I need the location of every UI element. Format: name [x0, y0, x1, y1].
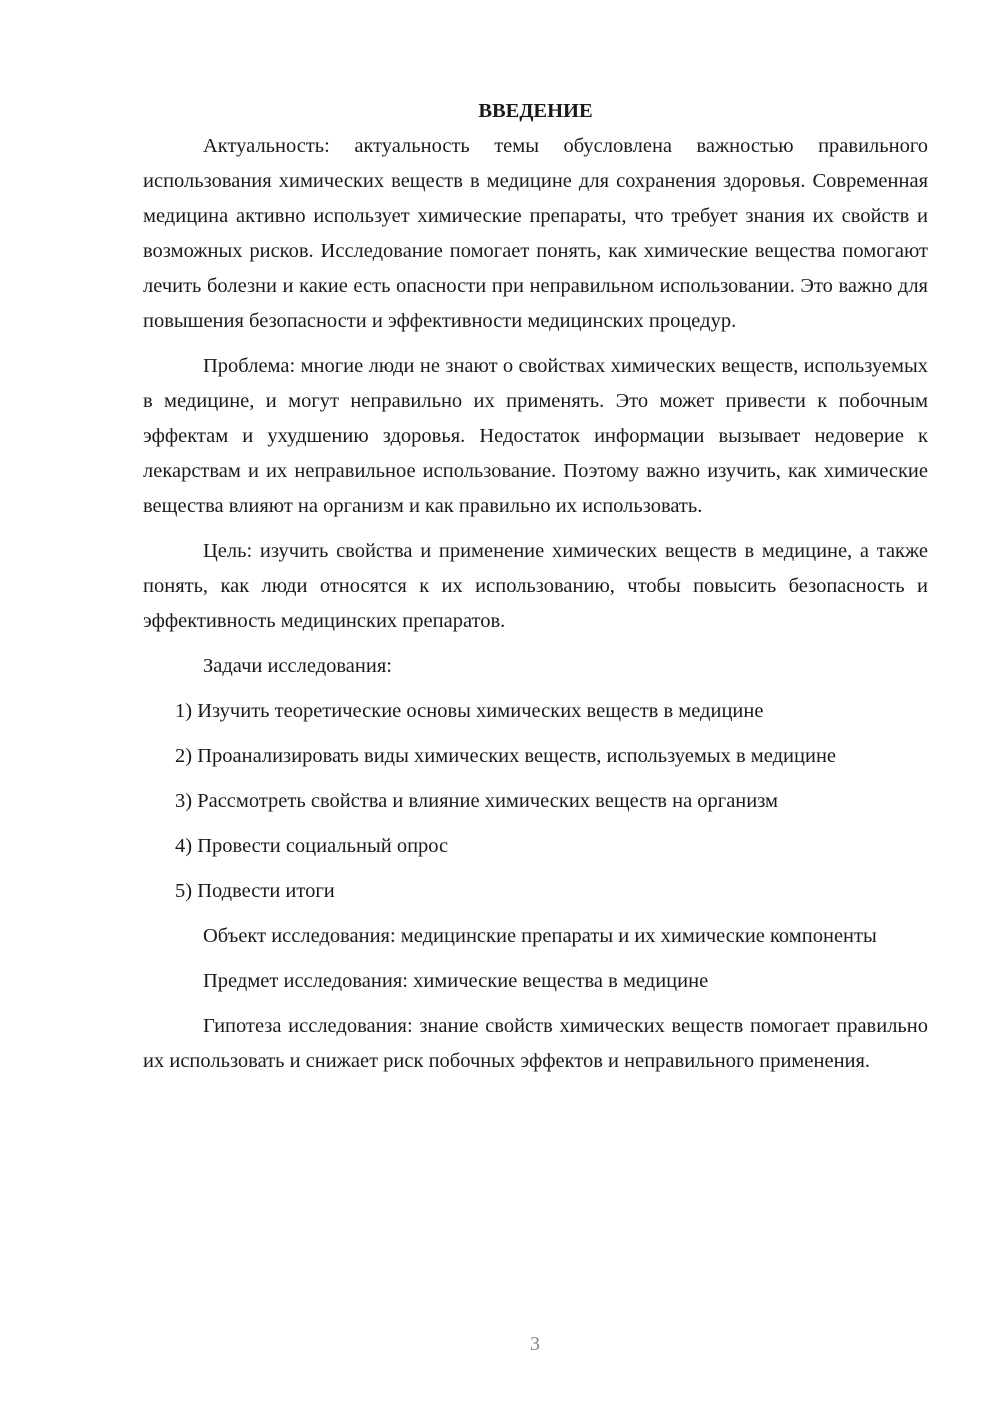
- task-item: 1) Изучить теоретические основы химических веществ в медицине: [175, 700, 764, 722]
- subject-paragraph: Предмет исследования: химические вещества в медицине: [203, 970, 709, 992]
- goal-paragraph: Цель: изучить свойства и применение химических веществ в медицине, а также понять, как люди относятся к их использованию, чтобы повысить безопасность и эффективность медицинских препаратов.: [143, 540, 928, 632]
- tasks-heading: Задачи исследования:: [203, 655, 392, 677]
- section-title: ВВЕДЕНИЕ: [478, 100, 593, 122]
- task-item: 2) Проанализировать виды химических веществ, используемых в медицине: [175, 745, 837, 767]
- document-body: [143, 94, 928, 1079]
- task-item: 4) Провести социальный опрос: [175, 835, 449, 857]
- task-item: 3) Рассмотреть свойства и влияние химических веществ на организм: [175, 790, 779, 812]
- page-number: 3: [530, 1333, 540, 1355]
- relevance-paragraph: Актуальность: актуальность темы обусловлена важностью правильного использования химических веществ в медицине для сохранения здоровья. Современная медицина активно использует химические препараты, что требует знания их свойств и возможных рисков. Исследование помогает понять, как химические вещества помогают лечить болезни и какие есть опасности при неправильном использовании. Это важно для повышения безопасности и эффективности медицинских процедур.: [143, 135, 928, 332]
- object-paragraph: Объект исследования: медицинские препараты и их химические компоненты: [203, 925, 877, 947]
- task-item: 5) Подвести итоги: [175, 880, 335, 902]
- problem-paragraph: Проблема: многие люди не знают о свойствах химических веществ, используемых в медицине, и могут неправильно их применять. Это может привести к побочным эффектам и ухудшению здоровья. Недостаток информации вызывает недоверие к лекарствам и их неправильное использование. Поэтому важно изучить, как химические вещества влияют на организм и как правильно их использовать.: [143, 355, 928, 517]
- hypothesis-paragraph: Гипотеза исследования: знание свойств химических веществ помогает правильно их использовать и снижает риск побочных эффектов и неправильного применения.: [143, 1015, 928, 1072]
